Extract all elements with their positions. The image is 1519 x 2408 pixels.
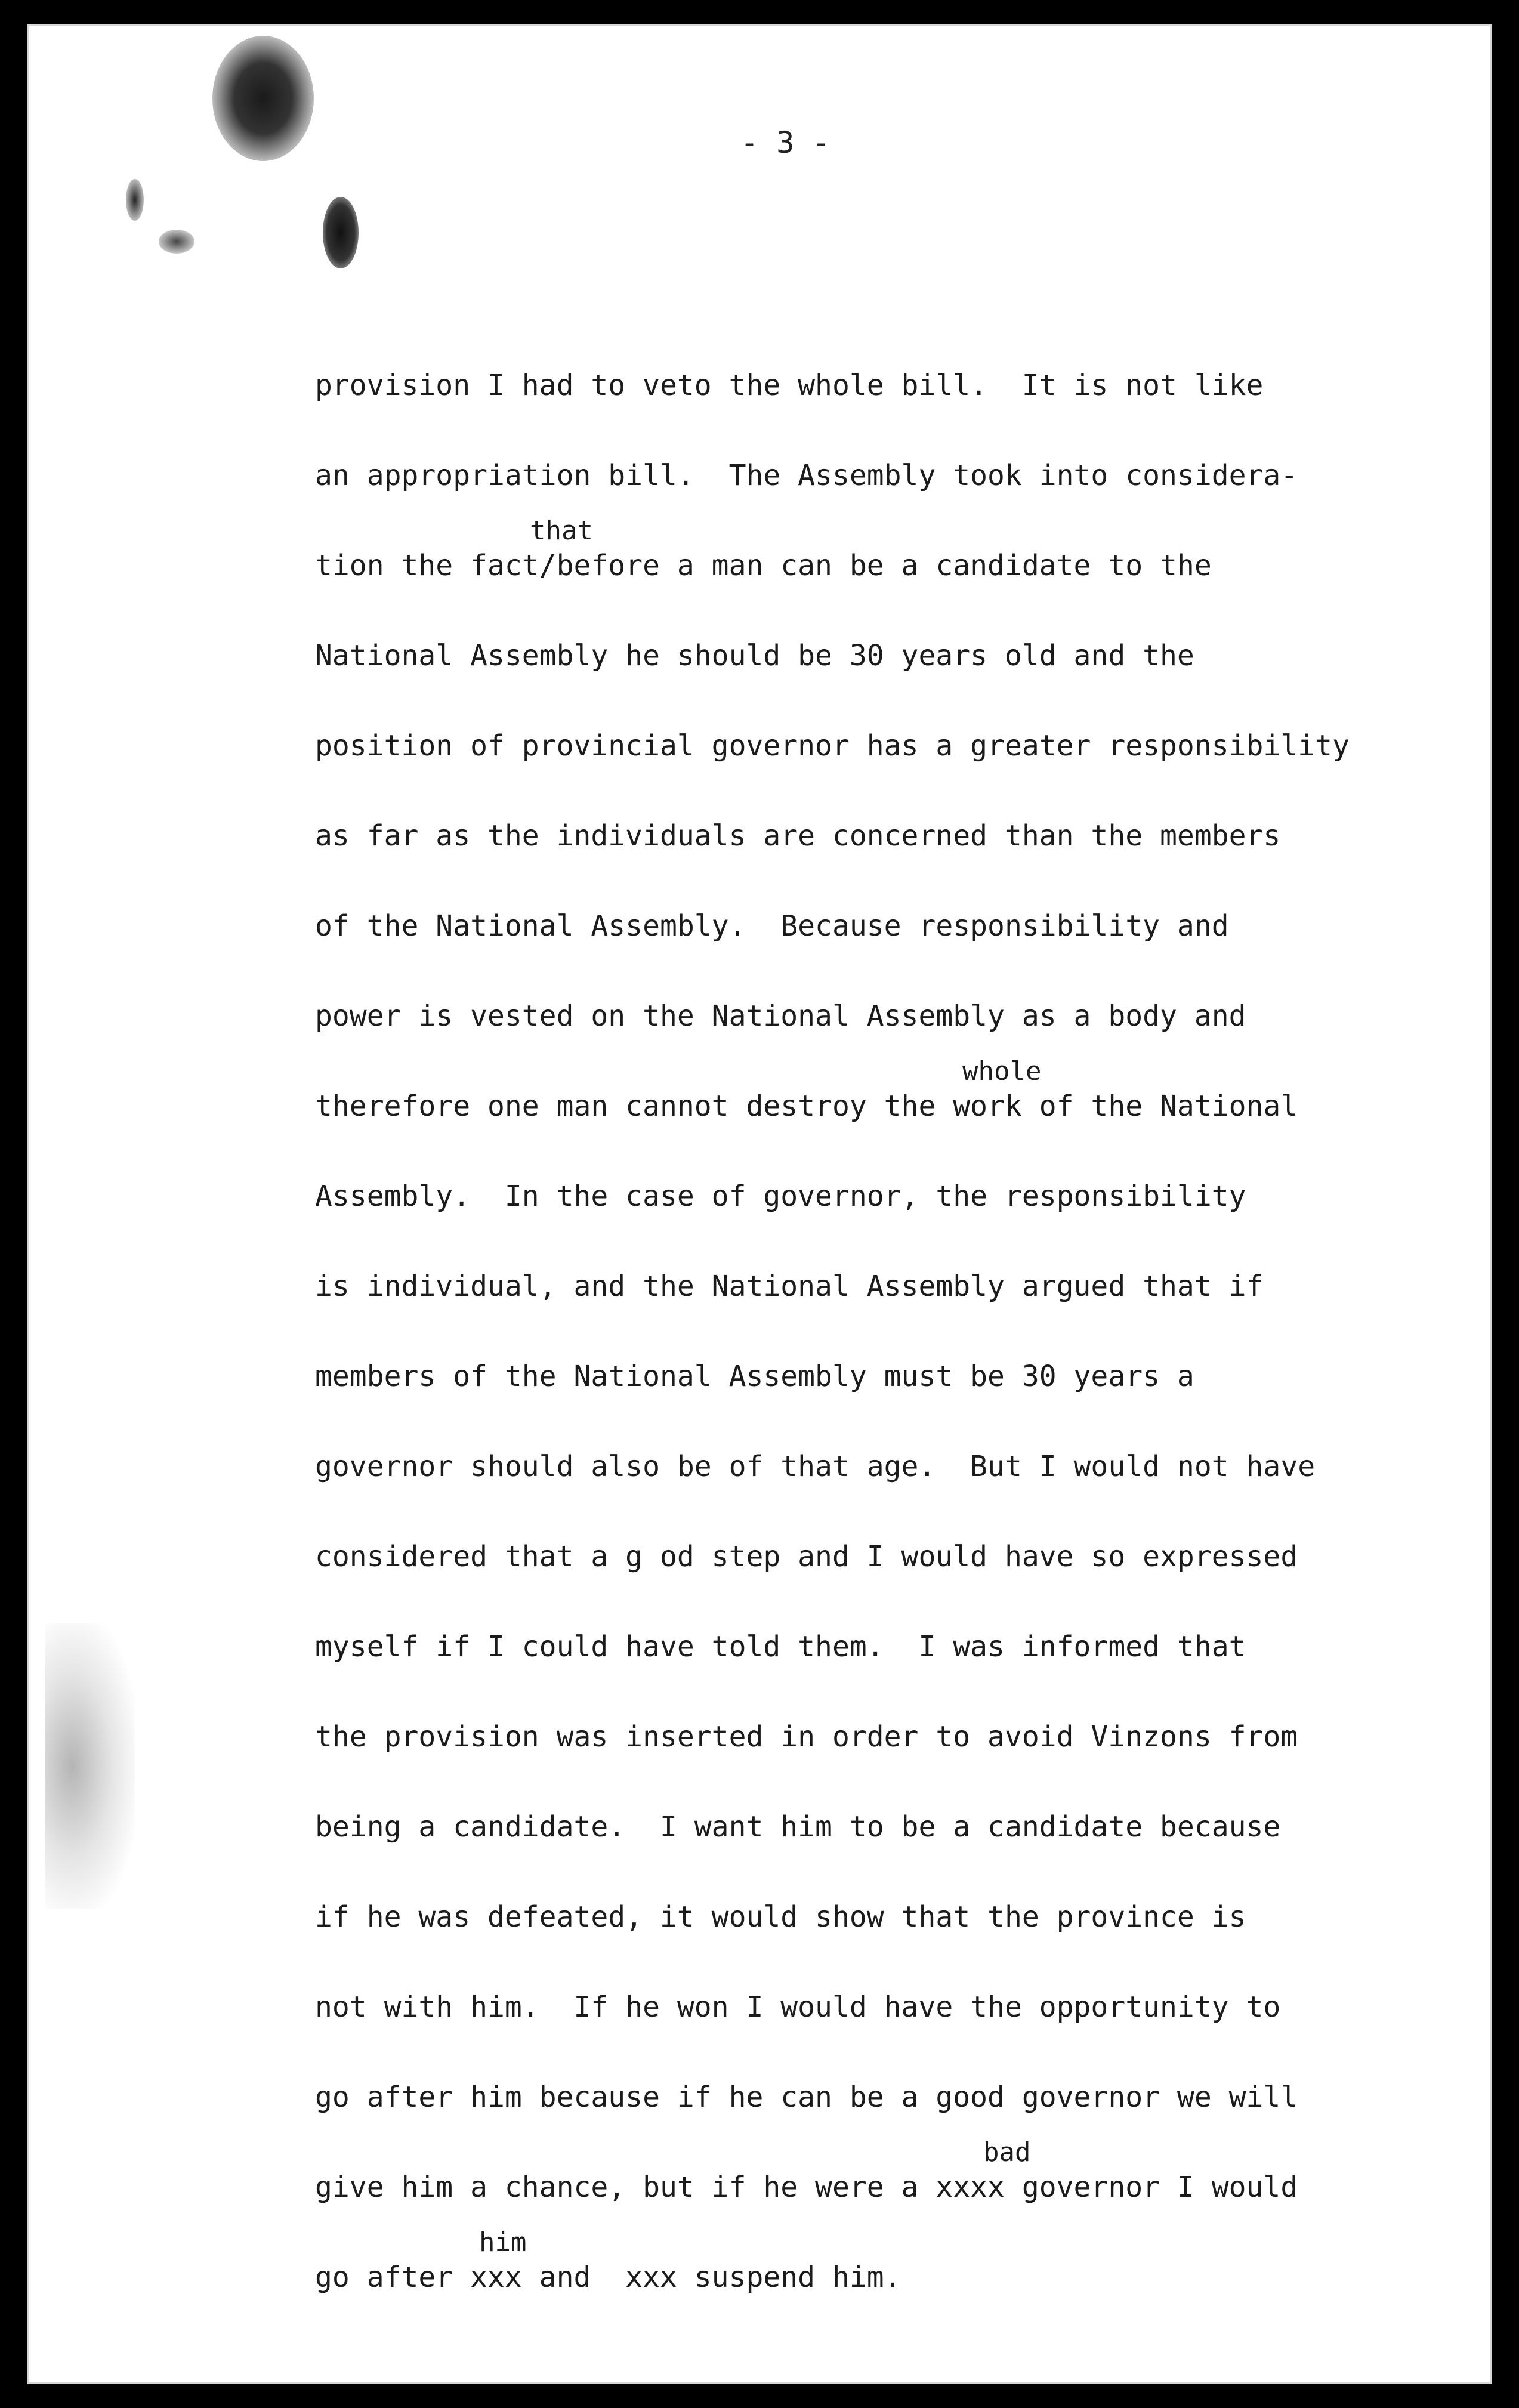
text-line: provision I had to veto the whole bill. It is not like <box>315 369 1264 402</box>
text-line: governor should also be of that age. But I would not have <box>315 1450 1316 1483</box>
text-line: if he was defeated, it would show that the province is <box>315 1900 1246 1934</box>
handwritten-insert: him <box>479 2227 527 2258</box>
text-line: an appropriation bill. The Assembly took into considera- <box>315 459 1298 492</box>
text-line: is individual, and the National Assembly argued that if <box>315 1270 1264 1303</box>
page-number: - 3 - <box>740 125 830 160</box>
text-line: as far as the individuals are concerned than the members <box>315 819 1281 853</box>
ink-smudge <box>212 36 314 161</box>
text-line: that tion the fact/before a man can be a candidate to the <box>315 544 1437 634</box>
handwritten-insert: bad <box>983 2137 1031 2168</box>
ink-smudge-drip <box>323 197 359 268</box>
ink-speck <box>126 179 144 221</box>
text-line: National Assembly he should be 30 years old and the <box>315 639 1194 672</box>
text-line: the provision was inserted in order to avoid Vinzons from <box>315 1720 1298 1753</box>
text-line: of the National Assembly. Because responsibility and <box>315 909 1229 943</box>
text-line: being a candidate. I want him to be a candidate because <box>315 1810 1281 1844</box>
text-line: him go after xxx and xxx suspend him. <box>315 2256 1437 2346</box>
body-text <box>315 364 1437 2346</box>
text-line: bad give him a chance, but if he were a xxxx governor I would <box>315 2166 1437 2256</box>
text-line: members of the National Assembly must be 30 years a <box>315 1360 1194 1393</box>
ink-speck <box>159 230 194 254</box>
document-page <box>27 24 1492 2384</box>
text-line: whole therefore one man cannot destroy the work of the National <box>315 1085 1437 1175</box>
paper-damage <box>45 1623 135 1909</box>
handwritten-insert: whole <box>962 1056 1042 1086</box>
text-line: power is vested on the National Assembly as a body and <box>315 999 1246 1033</box>
text-line: Assembly. In the case of governor, the responsibility <box>315 1180 1246 1213</box>
text-line: position of provincial governor has a greater responsibility <box>315 729 1350 762</box>
text-line: go after him because if he can be a good governor we will <box>315 2080 1298 2114</box>
handwritten-insert: that <box>530 515 593 546</box>
text-line: myself if I could have told them. I was informed that <box>315 1630 1246 1663</box>
text-line: not with him. If he won I would have the opportunity to <box>315 1990 1281 2024</box>
text-line: considered that a g od step and I would have so expressed <box>315 1540 1298 1573</box>
